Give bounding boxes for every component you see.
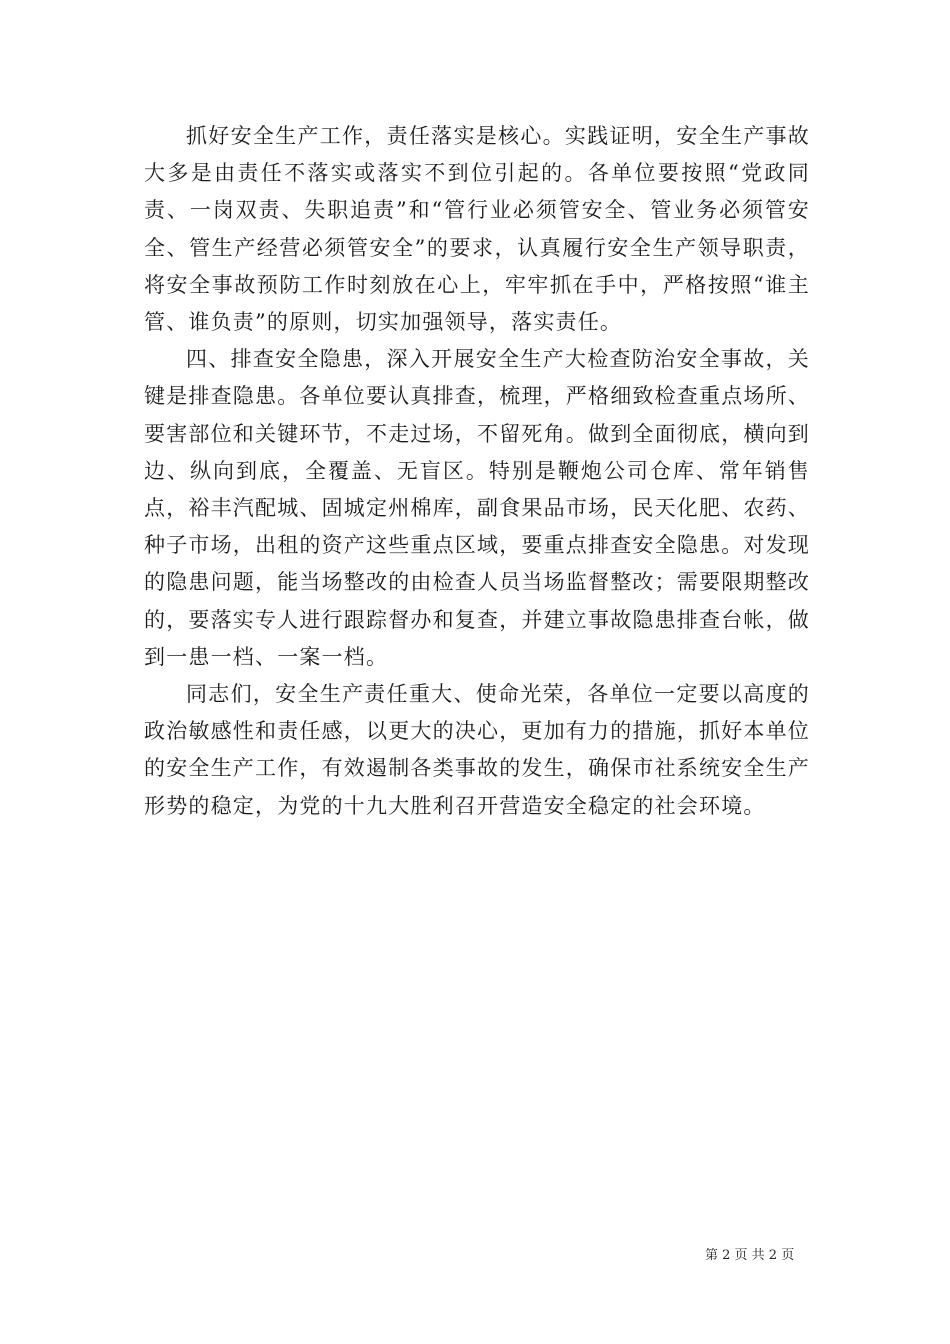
paragraph-responsibility: 抓好安全生产工作，责任落实是核心。实践证明，安全生产事故大多是由责任不落实或落实不到位引起的。各单位要按照“党政同责、一岗双责、失职追责”和“管行业必须管安全、管业务必须管安全、管生产经营必须管安全”的要求，认真履行安全生产领导职责，将安全事故预防工作时刻放在心上，牢牢抓在手中，严格按照“谁主管、谁负责”的原则，切实加强领导，落实责任。 bbox=[144, 124, 810, 335]
paragraph-closing: 同志们，安全生产责任重大、使命光荣，各单位一定要以高度的政治敏感性和责任感，以更大的决心，更加有力的措施，抓好本单位的安全生产工作，有效遏制各类事故的发生，确保市社系统安全生产形势的稳定，为党的十九大胜利召开营造安全稳定的社会环境。 bbox=[144, 682, 810, 818]
paragraph-hazard-inspection: 四、排查安全隐患，深入开展安全生产大检查防治安全事故，关键是排查隐患。各单位要认真排查，梳理，严格细致检查重点场所、要害部位和关键环节，不走过场，不留死角。做到全面彻底，横向到边、纵向到底，全覆盖、无盲区。特别是鞭炮公司仓库、常年销售点，裕丰汽配城、固城定州棉库，副食果品市场，民天化肥、农药、种子市场，出租的资产这些重点区域，要重点排查安全隐患。对发现的隐患问题，能当场整改的由检查人员当场监督整改；需要限期整改的，要落实专人进行跟踪督办和复查，并建立事故隐患排查台帐，做到一患一档、一案一档。 bbox=[144, 347, 810, 669]
document-body bbox=[144, 118, 810, 825]
page-number: 第 2 页 共 2 页 bbox=[705, 1248, 795, 1263]
